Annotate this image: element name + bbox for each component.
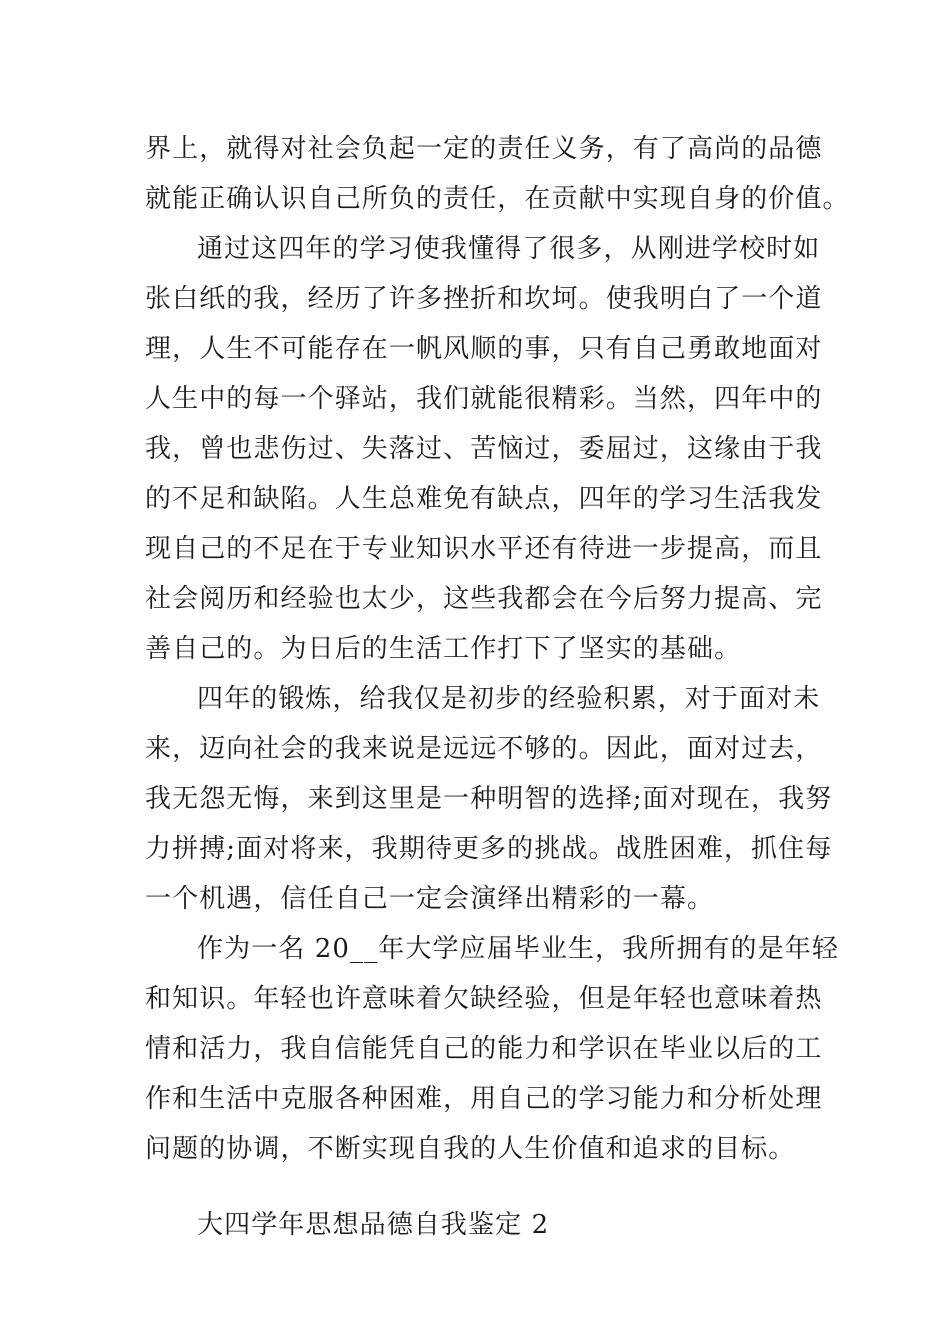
text-line: 我，曾也悲伤过、失落过、苦恼过，委屈过，这缘由于我	[145, 434, 823, 464]
paragraph	[145, 224, 823, 674]
section-heading: 大四学年思想品德自我鉴定 2	[197, 1210, 550, 1240]
text-line: 现自己的不足在于专业知识水平还有待进一步提高，而且	[145, 534, 823, 564]
paragraph	[145, 674, 833, 924]
text-line: 善自己的。为日后的生活工作打下了坚实的基础。	[145, 634, 742, 664]
spacer	[145, 1174, 807, 1200]
text-line: 和知识。年轻也许意味着欠缺经验，但是年轻也意味着热	[145, 984, 823, 1014]
paragraph	[145, 924, 839, 1174]
text-line: 情和活力，我自信能凭自己的能力和学识在毕业以后的工	[145, 1034, 823, 1064]
text-line: 问题的协调，不断实现自我的人生价值和追求的目标。	[145, 1134, 796, 1164]
text-line: 张白纸的我，经历了许多挫折和坎坷。使我明白了一个道	[145, 284, 823, 314]
text-line: 作和生活中克服各种困难，用自己的学习能力和分析处理	[145, 1084, 823, 1114]
text-line: 力拼搏;面对将来，我期待更多的挑战。战胜困难，抓住每	[145, 834, 833, 864]
document-body	[145, 124, 850, 1250]
text-line: 就能正确认识自己所负的责任，在贡献中实现自身的价值。	[145, 184, 850, 214]
text-line: 来，迈向社会的我来说是远远不够的。因此，面对过去，	[145, 734, 823, 764]
text-line: 社会阅历和经验也太少，这些我都会在今后努力提高、完	[145, 584, 823, 614]
paragraph	[145, 124, 850, 224]
text-line: 界上，就得对社会负起一定的责任义务，有了高尚的品德	[145, 134, 823, 164]
text-line: 人生中的每一个驿站，我们就能很精彩。当然，四年中的	[145, 384, 823, 414]
text-line: 理，人生不可能存在一帆风顺的事，只有自己勇敢地面对	[145, 334, 823, 364]
text-line: 四年的锻炼，给我仅是初步的经验积累，对于面对未	[197, 684, 821, 714]
text-line: 一个机遇，信任自己一定会演绎出精彩的一幕。	[145, 884, 715, 914]
text-line: 的不足和缺陷。人生总难免有缺点，四年的学习生活我发	[145, 484, 823, 514]
text-line: 我无怨无悔，来到这里是一种明智的选择;面对现在，我努	[145, 784, 833, 814]
text-line: 通过这四年的学习使我懂得了很多，从刚进学校时如	[197, 234, 821, 264]
text-line: 作为一名 20__年大学应届毕业生，我所拥有的是年轻	[197, 934, 839, 964]
